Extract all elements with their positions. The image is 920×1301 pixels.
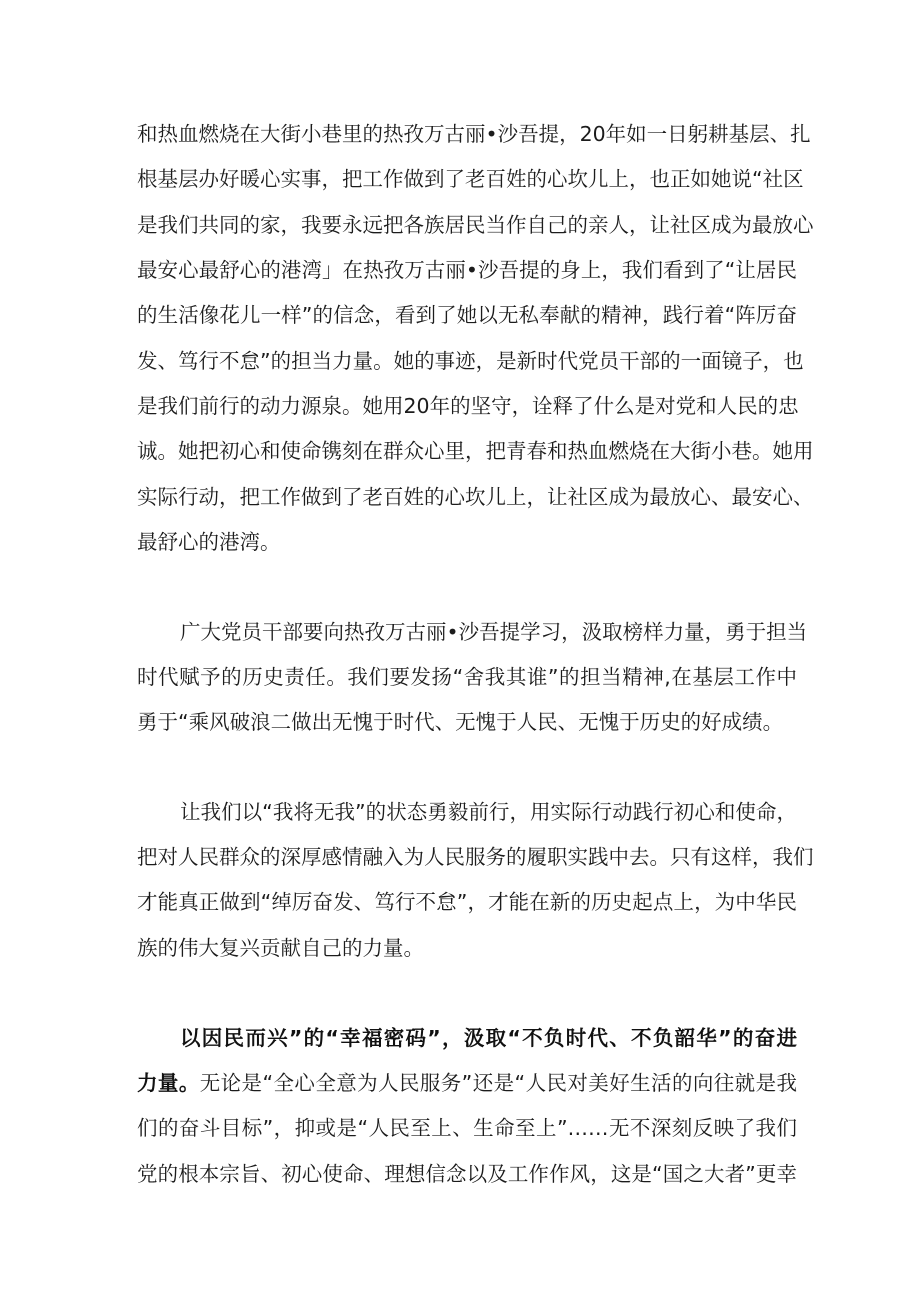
p1-line-7: 是我们前行的动力源泉。她用20年的坚守，诠释了什么是对党和人民的忠 — [137, 394, 799, 418]
p3-line-2: 把对人民群众的深厚感情融入为人民服务的履职实践中去。只有这样，我们 — [137, 845, 814, 869]
p1-line-2: 根基层办好暖心实事，把工作做到了老百姓的心坎儿上，也正如她说“社区 — [137, 167, 804, 191]
p1-line-5: 的生活像花儿一样”的信念，看到了她以无私奉献的精神，践行着“阵厉奋 — [137, 303, 797, 327]
p4-line-2-text: 无论是“全心全意为人民服务”还是“人民对美好生活的向往就是我 — [199, 1071, 797, 1095]
p1-line-1: 和热血燃烧在大街小巷里的热孜万古丽•沙吾提，20年如一日躬耕基层、扎 — [137, 122, 811, 146]
p4-line-3: 们的奋斗目标”，抑或是“人民至上、生命至上”……无不深刻反映了我们 — [137, 1116, 797, 1140]
p2-line-3: 勇于“乘风破浪二做出无愧于时代、无愧于人民、无愧于历史的好成绩。 — [137, 710, 784, 734]
p1-line-6: 发、笃行不怠”的担当力量。她的事迹，是新时代党员干部的一面镜子，也 — [137, 349, 804, 373]
p4-bold-heading: 以因民而兴”的“幸福密码”，汲取“不负时代、不负韶华”的奋进 — [180, 1026, 797, 1050]
p3-line-3: 才能真正做到“绰厉奋发、笃行不怠”，才能在新的历史起点上，为中华民 — [137, 890, 797, 914]
p2-line-2: 时代赋予的历史责任。我们要发扬“舍我其谁”的担当精神,在基层工作中 — [137, 665, 797, 689]
p3-line-4: 族的伟大复兴贡献自己的力量。 — [137, 936, 424, 960]
p4-bold-lead: 力量。 — [137, 1071, 200, 1095]
p1-line-9: 实际行动，把工作做到了老百姓的心坎儿上，让社区成为最放心、最安心、 — [137, 485, 814, 509]
p1-line-4: 最安心最舒心的港湾」在热孜万古丽•沙吾提的身上，我们看到了“让居民 — [137, 258, 797, 282]
p1-line-10: 最舒心的港湾。 — [137, 530, 281, 554]
p4-line-4: 党的根本宗旨、初心使命、理想信念以及工作作风，这是“国之大者”更幸 — [137, 1162, 797, 1186]
p2-line-1: 广大党员干部要向热孜万古丽•沙吾提学习，汲取榜样力量，勇于担当 — [180, 620, 808, 644]
p4-line-2 — [137, 1063, 797, 1103]
p1-line-8: 诚。她把初心和使命镌刻在群众心里，把青春和热血燃烧在大街小巷。她用 — [137, 439, 814, 463]
p3-line-1: 让我们以“我将无我”的状态勇毅前行，用实际行动践行初心和使命， — [180, 800, 797, 824]
p1-line-3: 是我们共同的家，我要永远把各族居民当作自己的亲人，让社区成为最放心 — [137, 213, 814, 237]
